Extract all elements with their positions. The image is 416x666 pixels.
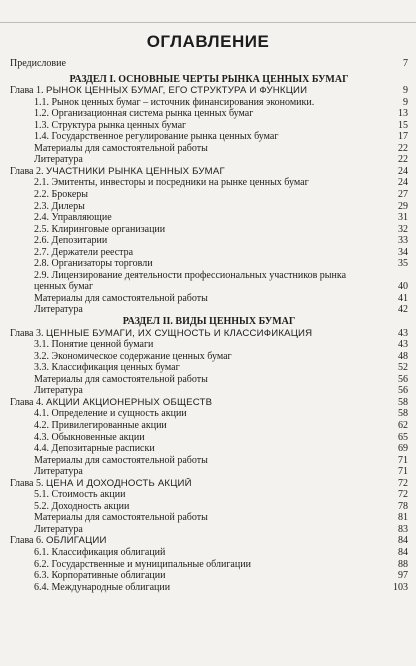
toc-entry-title: 5.2. Доходность акции: [34, 500, 130, 512]
toc-page-number: 35: [398, 258, 408, 270]
toc-entry-title: Материалы для самостоятельной работы: [34, 373, 208, 385]
toc-entry-title: 2.5. Клиринговые организации: [34, 223, 166, 235]
toc-entry-title: 2.2. Брокеры: [34, 189, 89, 201]
toc-entry-title: 3.3. Классификация ценных бумаг: [34, 362, 180, 374]
toc-entry-row: [10, 559, 408, 571]
toc-entry-title: 6.2. Государственные и муниципальные облигации: [34, 558, 251, 570]
toc-entry-title: 2.9. Лицензирование деятельности профессиональных участников рынка: [34, 269, 347, 281]
toc-entry-title: 2.7. Держатели реестра: [34, 246, 134, 258]
toc-page-number: 56: [398, 373, 408, 385]
toc-page-number: 9: [403, 85, 408, 97]
toc-entry-title: Глава 6. ОБЛИГАЦИИ: [10, 535, 107, 547]
toc-chapter-row: [10, 328, 408, 340]
toc-entry-title: 6.1. Классификация облигаций: [34, 546, 166, 558]
toc-entry-title: 4.4. Депозитарные расписки: [34, 443, 155, 455]
toc-page-number: 33: [398, 235, 408, 247]
toc-entry-title: 2.6. Депозитарии: [34, 235, 108, 247]
toc-entry-row: [10, 455, 408, 467]
toc-page-number: 43: [398, 339, 408, 351]
toc-page-number: 42: [398, 304, 408, 316]
toc-entry-title: 2.4. Управляющие: [34, 212, 112, 224]
toc-page-number: 40: [398, 281, 408, 293]
toc-page-number: 83: [398, 523, 408, 535]
toc-page-number: 71: [398, 466, 408, 478]
toc-entry-row: [10, 108, 408, 120]
toc-entry-row: [10, 120, 408, 132]
toc-preface-row: [10, 58, 408, 70]
toc-page-number: 17: [398, 131, 408, 143]
toc-page-number: 58: [398, 408, 408, 420]
toc-page-number: 81: [398, 512, 408, 524]
toc-entry-row: [10, 281, 408, 293]
page-title: ОГЛАВЛЕНИЕ: [146, 32, 270, 51]
toc-entry-row: [10, 512, 408, 524]
toc-chapter-row: [10, 397, 408, 409]
toc-entry-row: [10, 258, 408, 270]
toc-page-number: 41: [398, 292, 408, 304]
toc-page-number: 52: [398, 362, 408, 374]
toc-entry-row: [10, 293, 408, 305]
toc-chapter-row: [10, 85, 408, 97]
toc-entry-row: [10, 247, 408, 259]
toc-entry-row: [10, 466, 408, 478]
toc-entry-row: [10, 443, 408, 455]
toc-page-number: 62: [398, 419, 408, 431]
toc-page-number: 7: [403, 58, 408, 69]
toc-page-number: 9: [403, 96, 408, 108]
toc-section-heading: [10, 74, 408, 86]
toc-entry-title: Литература: [34, 523, 83, 535]
toc-page-number: 71: [398, 454, 408, 466]
top-divider: [0, 22, 416, 23]
toc-entry-title: РАЗДЕЛ I. ОСНОВНЫЕ ЧЕРТЫ РЫНКА ЦЕННЫХ БУМАГ: [69, 73, 349, 85]
toc-entry-row: [10, 420, 408, 432]
toc-entry-title: 4.1. Определение и сущность акции: [34, 408, 187, 420]
toc-entry-title: ценных бумаг: [34, 281, 94, 293]
toc-entry-title: Глава 1. РЫНОК ЦЕННЫХ БУМАГ, ЕГО СТРУКТУРА И ФУНКЦИИ: [10, 85, 308, 97]
toc-page-number: 69: [398, 443, 408, 455]
toc-entry-title: Литература: [34, 466, 83, 478]
toc-entry-title: 2.1. Эмитенты, инвесторы и посредники на рынке ценных бумаг: [34, 177, 309, 189]
table-of-contents: [10, 58, 408, 593]
toc-entry-title: 6.4. Международные облигации: [34, 581, 171, 593]
toc-page-number: 72: [398, 477, 408, 489]
toc-entry-title: Глава 2. УЧАСТНИКИ РЫНКА ЦЕННЫХ БУМАГ: [10, 165, 225, 177]
toc-entry-row: [10, 224, 408, 236]
toc-entry-row: [10, 189, 408, 201]
toc-entry-row: [10, 270, 408, 282]
toc-entry-title: 5.1. Стоимость акции: [34, 489, 126, 501]
toc-entry-row: [10, 154, 408, 166]
toc-page-number: 72: [398, 489, 408, 501]
toc-page-number: 43: [398, 327, 408, 339]
toc-entry-row: [10, 339, 408, 351]
toc-entry-row: [10, 547, 408, 559]
toc-entry-title: 1.2. Организационная система рынка ценных бумаг: [34, 108, 254, 120]
toc-page-number: 58: [398, 396, 408, 408]
toc-entry-row: [10, 97, 408, 109]
toc-page-number: 48: [398, 350, 408, 362]
toc-entry-title: Литература: [34, 385, 83, 397]
toc-page-number: 34: [398, 246, 408, 258]
toc-entry-row: [10, 501, 408, 513]
toc-entry-row: [10, 212, 408, 224]
toc-page-number: 22: [398, 154, 408, 166]
toc-entry-title: РАЗДЕЛ II. ВИДЫ ЦЕННЫХ БУМАГ: [122, 316, 296, 328]
toc-entry-title: Материалы для самостоятельной работы: [34, 142, 208, 154]
toc-page-number: 32: [398, 223, 408, 235]
toc-entry-title: 4.2. Привилегированные акции: [34, 419, 167, 431]
toc-entry-title: Глава 5. ЦЕНА И ДОХОДНОСТЬ АКЦИЙ: [10, 477, 192, 489]
toc-entry-row: [10, 362, 408, 374]
toc-page-number: 56: [398, 385, 408, 397]
toc-entry-row: [10, 524, 408, 536]
toc-entry-row: [10, 131, 408, 143]
toc-chapter-row: [10, 478, 408, 490]
toc-entry-title: 1.3. Структура рынка ценных бумаг: [34, 119, 187, 131]
toc-entry-row: [10, 235, 408, 247]
toc-entry-title: 3.2. Экономическое содержание ценных бумаг: [34, 350, 232, 362]
toc-entry-row: [10, 570, 408, 582]
toc-page-number: 78: [398, 500, 408, 512]
toc-entry-title: Материалы для самостоятельной работы: [34, 512, 208, 524]
toc-entry-row: [10, 582, 408, 594]
toc-entry-title: Литература: [34, 304, 83, 316]
toc-page-number: 29: [398, 200, 408, 212]
toc-entry-row: [10, 351, 408, 363]
toc-page-number: 84: [398, 535, 408, 547]
toc-entry-row: [10, 143, 408, 155]
toc-entry-title: 2.3. Дилеры: [34, 200, 85, 212]
toc-entry-title: Литература: [34, 154, 83, 166]
toc-entry-row: [10, 385, 408, 397]
toc-page-number: 84: [398, 546, 408, 558]
toc-page-number: 65: [398, 431, 408, 443]
toc-page-number: 15: [398, 119, 408, 131]
toc-entry-title: 4.3. Обыкновенные акции: [34, 431, 145, 443]
toc-page-number: 22: [398, 142, 408, 154]
toc-page-number: 13: [398, 108, 408, 120]
toc-section-heading: [10, 316, 408, 328]
toc-page-number: 31: [398, 212, 408, 224]
toc-entry-title: 6.3. Корпоративные облигации: [34, 570, 166, 582]
toc-entry-title: 2.8. Организаторы торговли: [34, 258, 153, 270]
toc-entry-row: [10, 489, 408, 501]
toc-page-number: 88: [398, 558, 408, 570]
toc-page-number: 24: [398, 165, 408, 177]
toc-entry-title: Материалы для самостоятельной работы: [34, 454, 208, 466]
toc-entry-row: [10, 432, 408, 444]
toc-entry-title: 1.1. Рынок ценных бумаг – источник финансирования экономики.: [34, 96, 315, 108]
toc-entry-title: Предисловие: [10, 58, 66, 69]
toc-entry-title: Материалы для самостоятельной работы: [34, 292, 208, 304]
toc-page-number: 27: [398, 189, 408, 201]
toc-page-number: 103: [393, 581, 408, 593]
toc-page-number: 24: [398, 177, 408, 189]
toc-entry-row: [10, 304, 408, 316]
toc-entry-row: [10, 201, 408, 213]
toc-entry-title: 3.1. Понятие ценной бумаги: [34, 339, 154, 351]
toc-entry-row: [10, 408, 408, 420]
toc-entry-row: [10, 177, 408, 189]
toc-page-number: 97: [398, 570, 408, 582]
toc-chapter-row: [10, 166, 408, 178]
toc-entry-title: Глава 3. ЦЕННЫЕ БУМАГИ, ИХ СУЩНОСТЬ И КЛАССИФИКАЦИЯ: [10, 327, 313, 339]
toc-entry-row: [10, 374, 408, 386]
toc-entry-title: 1.4. Государственное регулирование рынка ценных бумаг: [34, 131, 279, 143]
toc-entry-title: Глава 4. АКЦИИ АКЦИОНЕРНЫХ ОБЩЕСТВ: [10, 396, 213, 408]
toc-chapter-row: [10, 535, 408, 547]
